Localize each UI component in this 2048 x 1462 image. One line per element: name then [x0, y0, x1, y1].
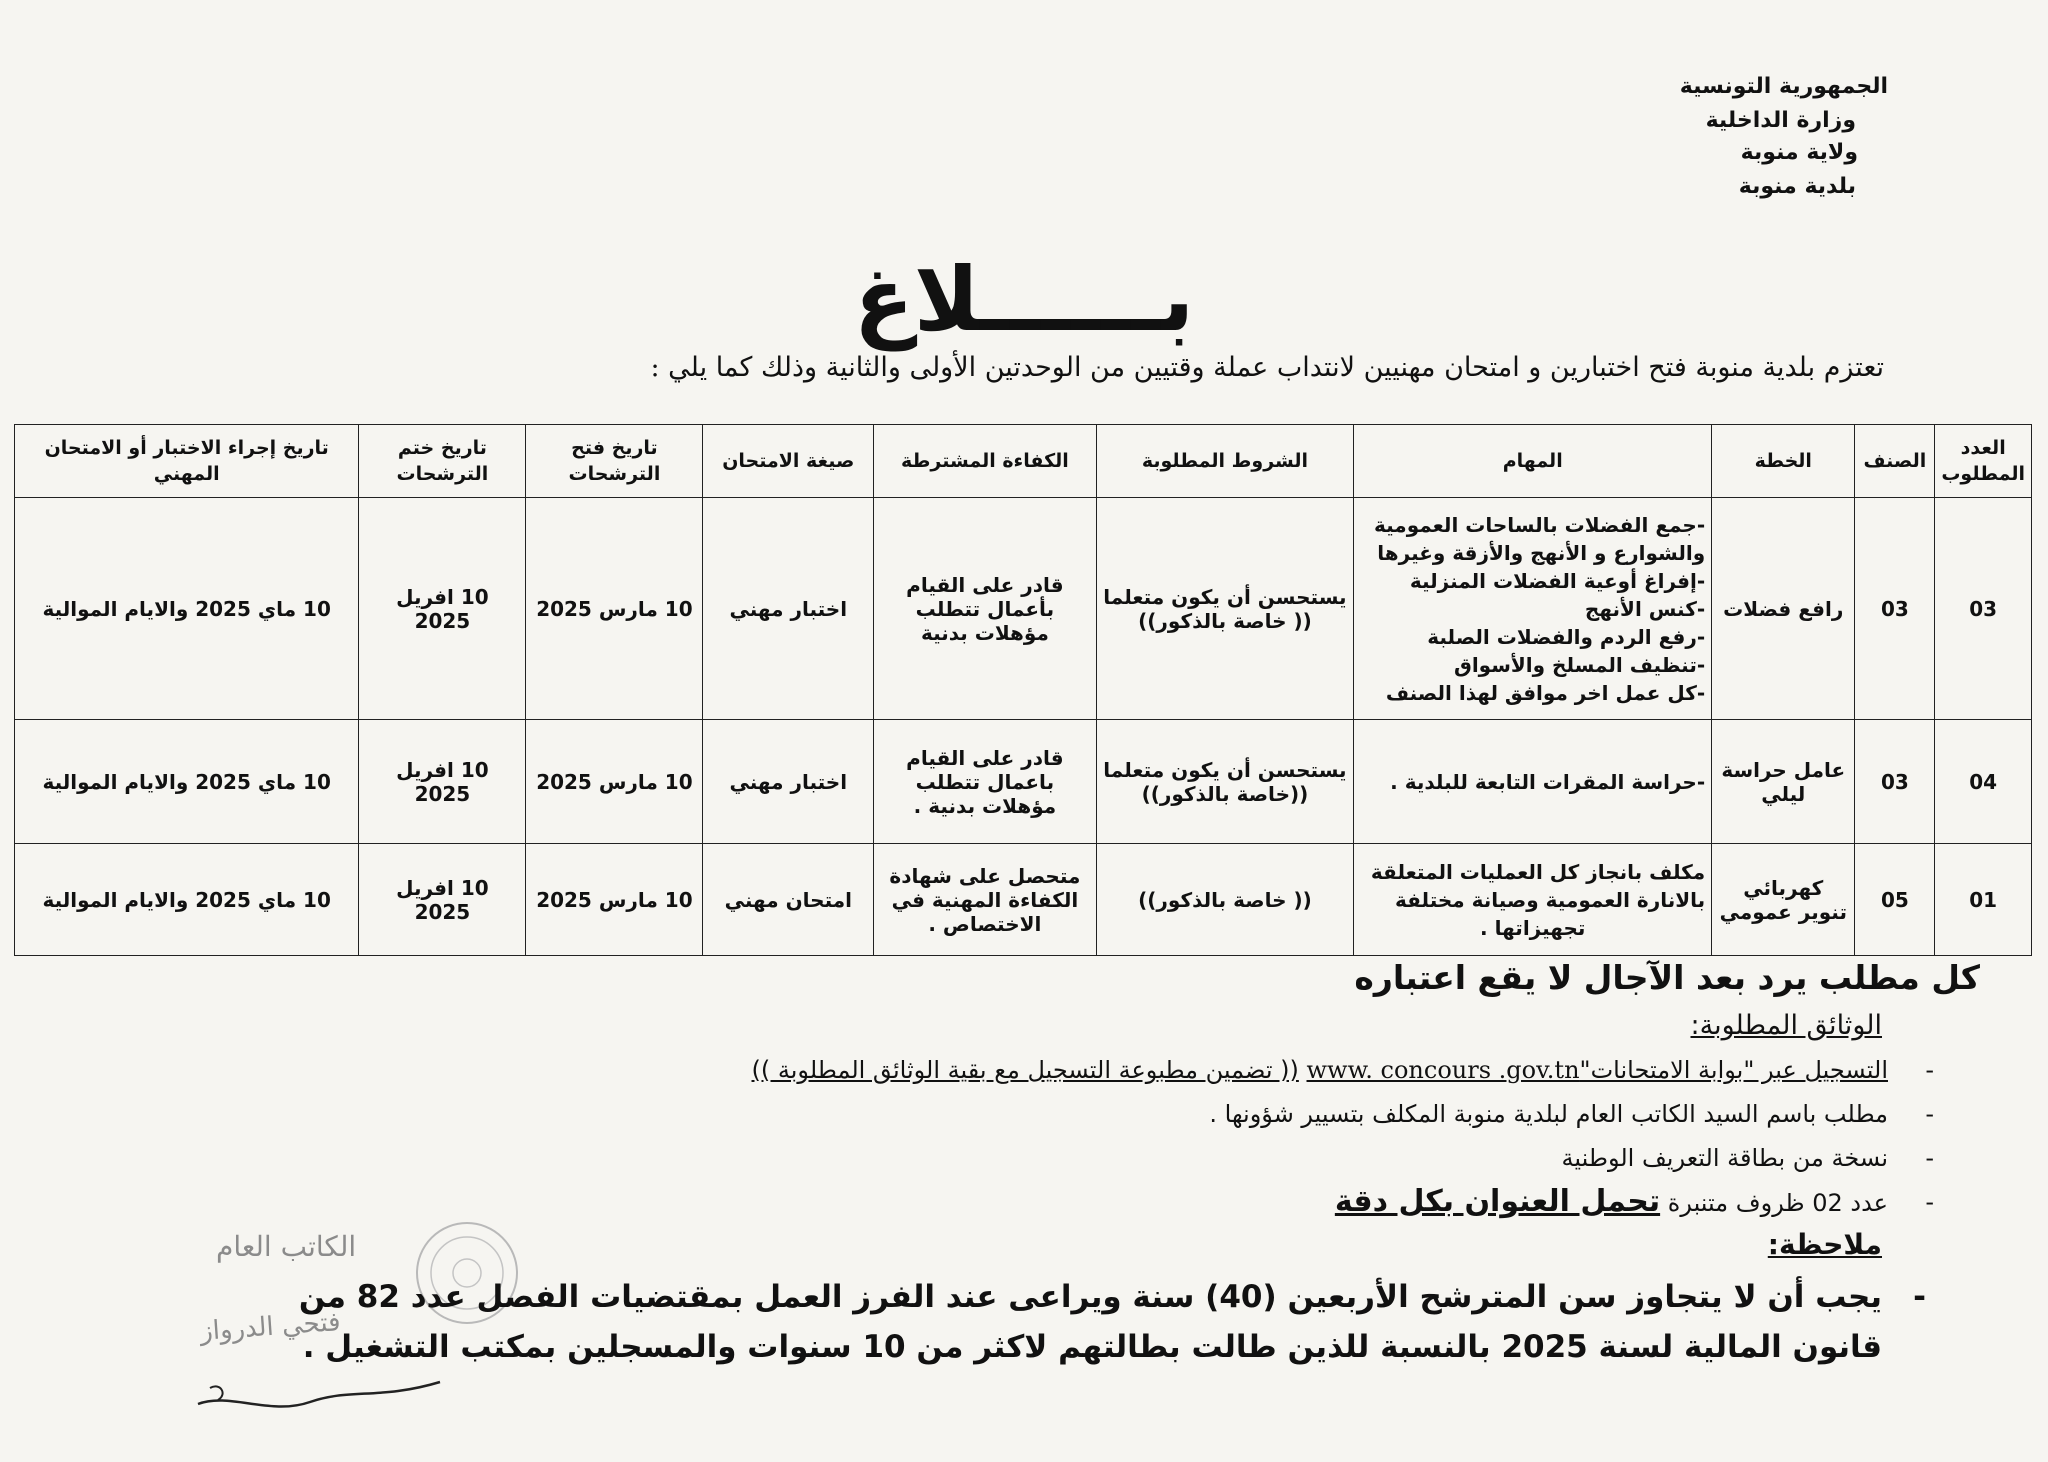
cell-exam-date: 10 ماي 2025 والايام الموالية — [15, 844, 359, 956]
table-row — [15, 720, 2032, 844]
task-line: تجهيزاتها . — [1480, 915, 1586, 940]
cell-open-date: 10 مارس 2025 — [526, 498, 703, 720]
bullet-dash: - — [1913, 1279, 1926, 1315]
header-municipality: بلدية منوبة — [1738, 174, 1856, 199]
cell-exam-date: 10 ماي 2025 والايام الموالية — [15, 720, 359, 844]
documents-title: الوثائق المطلوبة: — [1690, 1010, 1882, 1041]
signature-title: الكاتب العام — [216, 1230, 357, 1263]
task-line: -تنظيف المسلخ والأسواق — [1453, 652, 1706, 677]
handwritten-signature-icon — [190, 1372, 450, 1432]
cell-conditions: (( خاصة بالذكور)) — [1096, 844, 1354, 956]
cell-open-date: 10 مارس 2025 — [526, 720, 703, 844]
header-ministry: وزارة الداخلية — [1705, 108, 1856, 133]
cell-exam-type: امتحان مهني — [703, 844, 874, 956]
table-header-row — [15, 425, 2032, 498]
cell-position: عامل حراسة ليلي — [1712, 720, 1855, 844]
header-count: العدد المطلوب — [1935, 425, 2032, 498]
intro-text: تعتزم بلدية منوبة فتح اختبارين و امتحان مهنيين لانتداب عملة وقتيين من الوحدتين الأولى والثانية وذلك كما يلي : — [650, 352, 1884, 383]
header-competence: الكفاءة المشترطة — [874, 425, 1096, 498]
cell-close-date: 10 افريل 2025 — [359, 498, 526, 720]
signature-name: فتحي الدرواز — [199, 1307, 342, 1347]
task-line: -إفراغ أوعية الفضلات المنزلية — [1409, 568, 1706, 593]
cell-exam-type: اختبار مهني — [703, 720, 874, 844]
task-line: -كنس الأنهج — [1584, 596, 1706, 621]
header-exam-date: تاريخ إجراء الاختبار أو الامتحان المهني — [15, 425, 359, 498]
cell-grade: 03 — [1855, 498, 1935, 720]
table-row — [15, 498, 2032, 720]
task-line: -كل عمل اخر موافق لهذا الصنف — [1385, 680, 1706, 705]
header-tasks: المهام — [1354, 425, 1712, 498]
cell-open-date: 10 مارس 2025 — [526, 844, 703, 956]
header-grade: الصنف — [1855, 425, 1935, 498]
table-row — [15, 844, 2032, 956]
registration-url: www. concours .gov.tn — [1306, 1056, 1580, 1084]
page-title: بــــــلاغ — [853, 248, 1195, 351]
registration-suffix: (( تضمين مطبوعة التسجيل مع بقية الوثائق المطلوبة )) — [751, 1056, 1299, 1084]
cell-competence: متحصل على شهادة الكفاءة المهنية في الاختصاص . — [874, 844, 1096, 956]
document-item-registration — [751, 1048, 1934, 1092]
bullet-dash: - — [1925, 1100, 1934, 1128]
request-text: مطلب باسم السيد الكاتب العام لبلدية منوبة المكلف بتسيير شؤونها . — [1209, 1100, 1888, 1128]
cell-conditions: يستحسن أن يكون متعلما (( خاصة بالذكور)) — [1096, 498, 1354, 720]
envelopes-prefix: عدد 02 ظروف متنبرة — [1667, 1189, 1888, 1217]
cell-tasks — [1354, 720, 1712, 844]
cell-position: كهربائي تنوير عمومي — [1712, 844, 1855, 956]
task-line: بالانارة العمومية وصيانة مختلفة — [1395, 887, 1706, 912]
cell-close-date: 10 افريل 2025 — [359, 844, 526, 956]
note-title: ملاحظة: — [1767, 1228, 1882, 1261]
cell-exam-type: اختبار مهني — [703, 498, 874, 720]
cell-grade: 03 — [1855, 720, 1935, 844]
cell-count: 04 — [1935, 720, 2032, 844]
bullet-dash: - — [1925, 1144, 1934, 1172]
documents-list — [751, 1048, 1934, 1224]
cell-exam-date: 10 ماي 2025 والايام الموالية — [15, 498, 359, 720]
document-item-id-copy — [752, 1136, 1934, 1180]
task-line: -حراسة المقرات التابعة للبلدية . — [1390, 769, 1706, 794]
header-conditions: الشروط المطلوبة — [1096, 425, 1354, 498]
document-item-envelopes — [752, 1180, 1934, 1224]
registration-prefix: التسجيل عبر "بوابة الامتحانات" — [1579, 1056, 1888, 1084]
cell-count: 03 — [1935, 498, 2032, 720]
recruitment-table — [14, 424, 2032, 956]
cell-position: رافع فضلات — [1712, 498, 1855, 720]
cell-competence: قادر على القيام بأعمال تتطلب مؤهلات بدنية — [874, 498, 1096, 720]
task-line: مكلف بانجاز كل العمليات المتعلقة — [1370, 859, 1706, 884]
header-governorate: ولاية منوبة — [1740, 140, 1858, 165]
id-copy-text: نسخة من بطاقة التعريف الوطنية — [1561, 1144, 1888, 1172]
document-item-request — [752, 1092, 1934, 1136]
late-notice: كل مطلب يرد بعد الآجال لا يقع اعتباره — [1354, 958, 1980, 997]
cell-count: 01 — [1935, 844, 2032, 956]
cell-conditions: يستحسن أن يكون متعلما ((خاصة بالذكور)) — [1096, 720, 1354, 844]
cell-tasks — [1354, 498, 1712, 720]
note-paragraph — [242, 1272, 1926, 1372]
header-open-date: تاريخ فتح الترشحات — [526, 425, 703, 498]
header-position: الخطة — [1712, 425, 1855, 498]
cell-close-date: 10 افريل 2025 — [359, 720, 526, 844]
envelopes-emphasis: تحمل العنوان بكل دقة — [1334, 1184, 1661, 1219]
cell-tasks — [1354, 844, 1712, 956]
task-line: -جمع الفضلات بالساحات العمومية — [1374, 512, 1706, 537]
header-close-date: تاريخ ختم الترشحات — [359, 425, 526, 498]
cell-competence: قادر على القيام باعمال تتطلب مؤهلات بدنية . — [874, 720, 1096, 844]
task-line: والشوارع و الأنهج والأزقة وغيرها — [1377, 540, 1706, 565]
bullet-dash: - — [1925, 1188, 1934, 1216]
note-text: يجب أن لا يتجاوز سن المترشح الأربعين (40) سنة ويراعى عند الفرز العمل بمقتضيات الفصل عدد 82 من قانون المالية لسنة 2025 بالنسبة للذين طالت بطالتهم لاكثر من 10 سنوات والمسجلين بمكتب التشغيل . — [298, 1279, 1882, 1365]
task-line: -رفع الردم والفضلات الصلبة — [1427, 624, 1706, 649]
cell-grade: 05 — [1855, 844, 1935, 956]
header-republic: الجمهورية التونسية — [1679, 74, 1888, 99]
header-exam-type: صيغة الامتحان — [703, 425, 874, 498]
bullet-dash: - — [1925, 1056, 1934, 1084]
